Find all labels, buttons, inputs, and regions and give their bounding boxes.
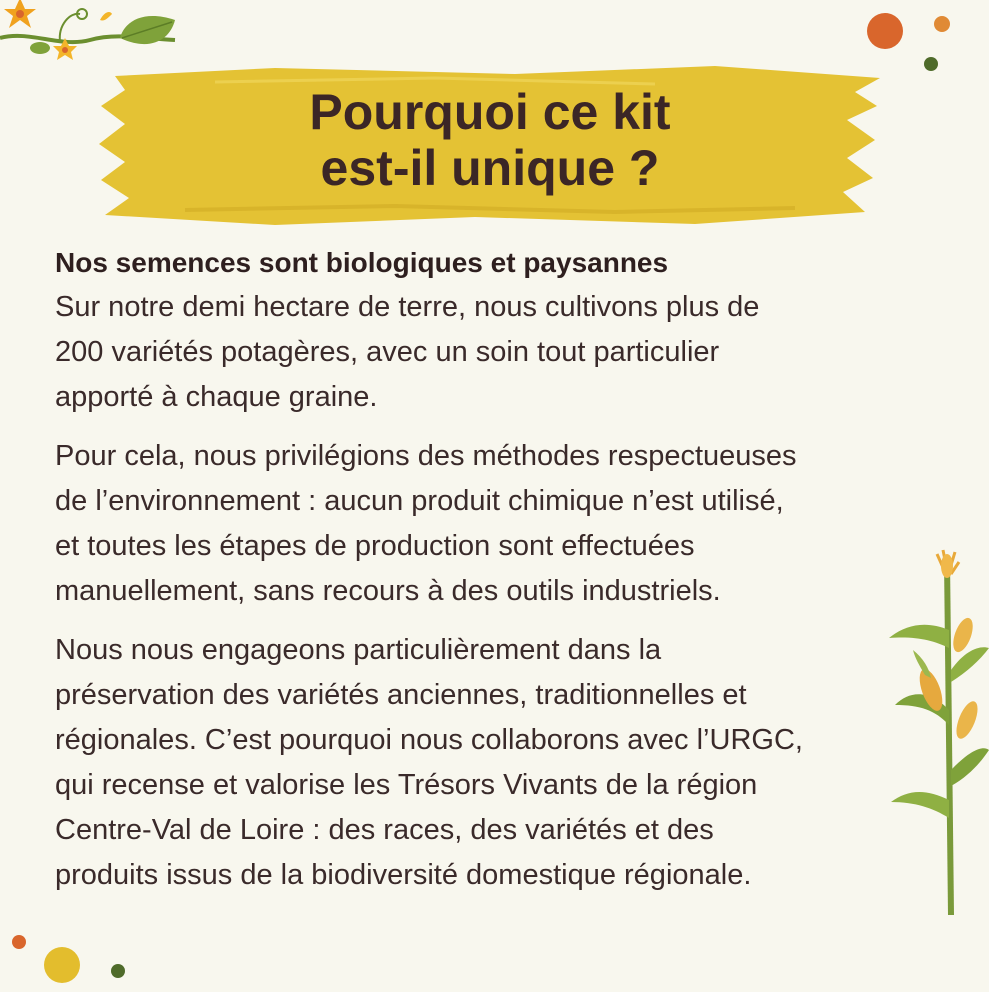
orange-dot-bottom [12,935,26,949]
section-subtitle: Nos semences sont biologiques et paysannes [55,247,669,278]
corn-plant-icon [885,540,989,920]
orange-dot-small [934,16,950,32]
paragraph-1-text: Sur notre demi hectare de terre, nous cultivons plus de 200 variétés potagères, avec un soin tout particulier apporté à chaque graine. [55,291,760,413]
title-line-1: Pourquoi ce kit [309,84,671,140]
green-dot-top [924,57,938,71]
title-line-2: est-il unique ? [320,140,660,196]
yellow-dot-bottom [44,947,80,983]
paragraph-3: Nous nous engageons particulièrement dans la préservation des variétés anciennes, traditionnelles et régionales. C’est pourquoi nous collaborons avec l’URGC, qui recense et valorise les Trésors Vivants de la région Centre-Val de Loire : des races, des variétés et des produits issus de la biodiversité domestique régionale. [55,634,803,891]
paragraph-1 [55,240,940,420]
body-text [55,240,940,912]
green-dot-bottom [111,964,125,978]
paragraph-2: Pour cela, nous privilégions des méthodes respectueuses de l’environnement : aucun produit chimique n’est utilisé, et toutes les étapes de production sont effectuées manuellement, sans recours à des outils industriels. [55,440,797,607]
orange-dot-large [867,13,903,49]
page-title [95,84,885,196]
